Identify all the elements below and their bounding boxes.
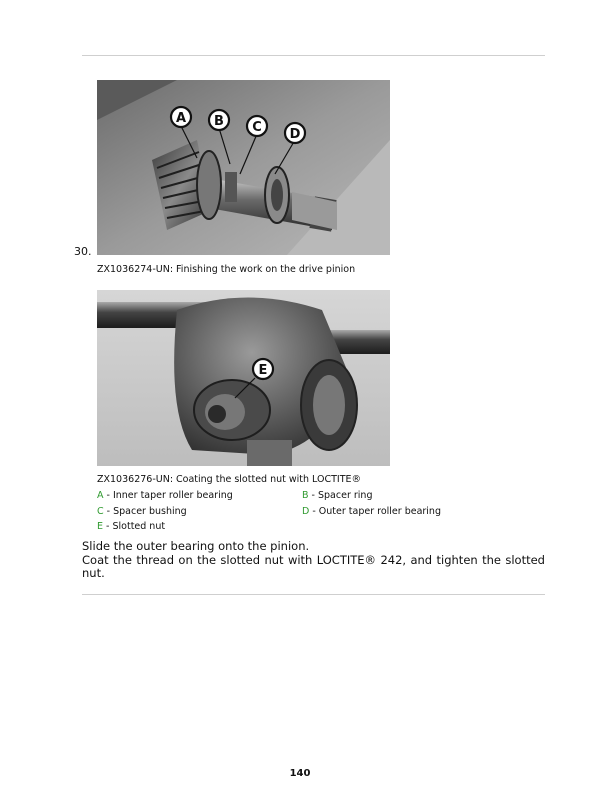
figure-slotted-nut [97,290,390,466]
figure1-caption: ZX1036274-UN: Finishing the work on the drive pinion [97,264,356,275]
parts-legend [97,488,517,535]
bottom-divider [82,594,545,595]
top-divider [82,55,545,56]
svg-text:D: D [289,127,301,142]
callout-a [171,107,191,127]
instruction-text [82,540,545,581]
callout-b [209,110,229,130]
svg-text:B: B [214,114,224,129]
callout-d [285,123,305,143]
instruction-line-2: Coat the thread on the slotted nut with LOCTITE® 242, and tighten the slotted nut. [82,552,545,580]
callout-e [253,359,273,379]
legend-item-d: D - Outer taper roller bearing [302,505,441,517]
page-number: 140 [289,768,311,779]
legend-item-a: A - Inner taper roller bearing [97,490,233,501]
drive-pinion-photo [97,80,390,255]
svg-text:C: C [252,120,262,135]
instruction-line-1: Slide the outer bearing onto the pinion. [82,539,310,553]
legend-item-e: E - Slotted nut [97,521,166,532]
legend-item-c: C - Spacer bushing [97,505,187,517]
figure2-caption: ZX1036276-UN: Coating the slotted nut with LOCTITE® [97,474,362,485]
figure-drive-pinion [97,80,390,255]
legend-item-b: B - Spacer ring [302,490,373,501]
svg-text:A: A [175,111,187,126]
svg-text:E: E [258,363,268,378]
callout-c [247,116,267,136]
slotted-nut-photo [97,290,390,466]
step-number: 30. [74,245,92,258]
